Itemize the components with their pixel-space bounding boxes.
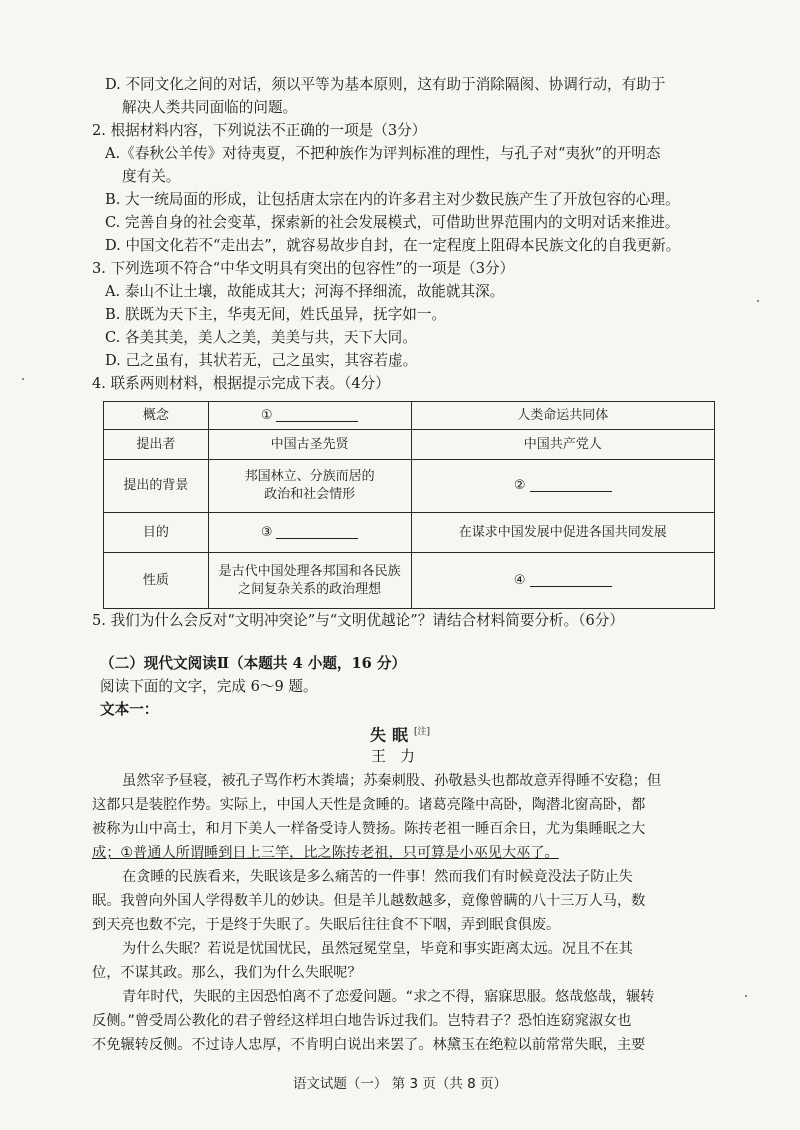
q4-stem: 4. 联系两则材料，根据提示完成下表。（4分） (92, 375, 390, 392)
concept-community: 人类命运共同体 (411, 402, 715, 430)
q5-stem: 5. 我们为什么会反对“文明冲突论”与“文明优越论”？请结合材料简要分析。（6分） (92, 612, 624, 629)
essay-line-9: 位，不谋其政。那么，我们为什么失眠呢？ (92, 965, 362, 981)
blank-1-cell (208, 402, 411, 430)
nature-ancient (208, 553, 411, 609)
essay-line-1: 虽然宰予昼寝，被孔子骂作朽木粪墙；苏秦刺股、孙敬悬头也都故意弄得睡不安稳；但 (122, 773, 662, 789)
essay-footnote-marker: [注] (413, 727, 431, 737)
q3-option-d: D. 己之虽有，其状若无，己之虽实，其容若虚。 (105, 352, 418, 369)
row-label-proposer: 提出者 (104, 430, 209, 460)
q2-option-a-line1: A.《春秋公羊传》对待夷夏，不把种族作为评判标准的理性，与孔子对“夷狄”的开明态 (105, 145, 661, 162)
row-label-background: 提出的背景 (104, 460, 209, 513)
essay-line-4-underlined: 成；①普通人所谓睡到日上三竿，比之陈抟老祖，只可算是小巫见大巫了。 (92, 845, 559, 861)
table-row (104, 402, 715, 430)
background-ancient-line2: 政治和社会情形 (264, 487, 356, 502)
section-instruction: 阅读下面的文字，完成 6～9 题。 (100, 678, 318, 695)
row-label-concept: 概念 (104, 402, 209, 430)
blank-number-1: ① (260, 407, 273, 423)
nature-ancient-line1: 是古代中国处理各邦国和各民族 (218, 563, 401, 579)
essay-line-10: 青年时代，失眠的主因恐怕离不了恋爱问题。“求之不得，寤寐思服。悠哉悠哉，辗转 (122, 989, 655, 1005)
q3-stem: 3. 下列选项不符合“中华文明具有突出的包容性”的一项是（3分） (92, 260, 515, 277)
scan-speck (757, 300, 759, 302)
q2-stem: 2. 根据材料内容，下列说法不正确的一项是（3分） (92, 122, 427, 139)
purpose-common-development: 在谋求中国发展中促进各国共同发展 (411, 513, 715, 553)
answer-blank-2[interactable] (530, 479, 612, 492)
blank-2-cell (411, 460, 715, 513)
q2-option-c: C. 完善自身的社会变革，探索新的社会发展模式，可借助世界范围内的文明对话来推进。 (105, 214, 680, 231)
proposer-cpc: 中国共产党人 (411, 430, 715, 460)
blank-3-cell (208, 513, 411, 553)
background-ancient (208, 460, 411, 513)
background-ancient-line1: 邦国林立、分族而居的 (244, 469, 375, 484)
q1-option-d-line1: D. 不同文化之间的对话，须以平等为基本原则，这有助于消除隔阂、协调行动，有助于 (105, 76, 666, 93)
page-footer: 语文试题（一） 第 3 页（共 8 页） (292, 1076, 508, 1092)
q3-option-c: C. 各美其美，美人之美，美美与共，天下大同。 (105, 329, 417, 346)
row-label-nature: 性质 (104, 553, 209, 609)
q3-option-a: A. 泰山不让土壤，故能成其大；河海不择细流，故能就其深。 (105, 283, 505, 300)
q4-table (103, 401, 715, 609)
row-label-purpose: 目的 (104, 513, 209, 553)
blank-number-3: ③ (260, 524, 273, 540)
nature-ancient-line2: 之间复杂关系的政治理想 (238, 581, 382, 597)
essay-title-text: 失眠 (369, 725, 414, 745)
table-row (104, 553, 715, 609)
q1-option-d-line2: 解决人类共同面临的问题。 (122, 99, 298, 116)
answer-blank-4[interactable] (530, 574, 612, 587)
essay-line-12: 不免辗转反侧。不过诗人忠厚，不肯明白说出来罢了。林黛玉在绝粒以前常常失眠，主要 (92, 1037, 646, 1053)
essay-author: 王力 (370, 747, 429, 765)
q2-option-a-line2: 度有关。 (122, 168, 181, 185)
essay-line-11: 反侧。”曾受周公教化的君子曾经这样坦白地告诉过我们。岂特君子？恐怕连窈窕淑女也 (92, 1013, 632, 1029)
blank-number-4: ④ (513, 572, 526, 588)
answer-blank-1[interactable] (276, 409, 358, 422)
table-row (104, 430, 715, 460)
q2-option-d: D. 中国文化若不“走出去”，就容易故步自封，在一定程度上阻碍本民族文化的自我更新。 (105, 237, 681, 254)
essay-title (0, 722, 800, 745)
text-one-label: 文本一： (100, 701, 159, 718)
blank-number-2: ② (513, 478, 526, 493)
essay-line-6: 眠。我曾向外国人学得数羊儿的妙诀。但是羊儿越数越多，竟像曾瞒的八十三万人马，数 (92, 893, 646, 909)
table-row (104, 460, 715, 513)
scan-speck (745, 995, 747, 997)
essay-line-2: 这都只是装腔作势。实际上，中国人天性是贪睡的。诸葛亮隆中高卧，陶潜北窗高卧，都 (92, 797, 646, 813)
essay-line-7: 到天亮也数不完，于是终于失眠了。失眠后往往食不下咽，弄到眠食俱废。 (92, 917, 561, 933)
scan-speck (22, 378, 24, 380)
essay-line-8: 为什么失眠？若说是忧国忧民，虽然冠冕堂皇，毕竟和事实距离太远。况且不在其 (122, 941, 633, 957)
q2-option-b: B. 大一统局面的形成，让包括唐太宗在内的许多君主对少数民族产生了开放包容的心理。 (105, 191, 680, 208)
essay-line-5: 在贪睡的民族看来，失眠该是多么痛苦的一件事！然而我们有时候竟没法子防止失 (122, 869, 633, 885)
q3-option-b: B. 朕既为天下主，华夷无间，姓氏虽异，抚字如一。 (105, 306, 447, 323)
table-row (104, 513, 715, 553)
answer-blank-3[interactable] (276, 526, 358, 539)
essay-line-3: 被称为山中高士，和月下美人一样备受诗人赞扬。陈抟老祖一睡百余日，尤为集睡眠之大 (92, 821, 646, 837)
section-heading: （二）现代文阅读Ⅱ（本题共 4 小题，16 分） (100, 655, 407, 672)
proposer-ancient-sages: 中国古圣先贤 (208, 430, 411, 460)
blank-4-cell (411, 553, 715, 609)
